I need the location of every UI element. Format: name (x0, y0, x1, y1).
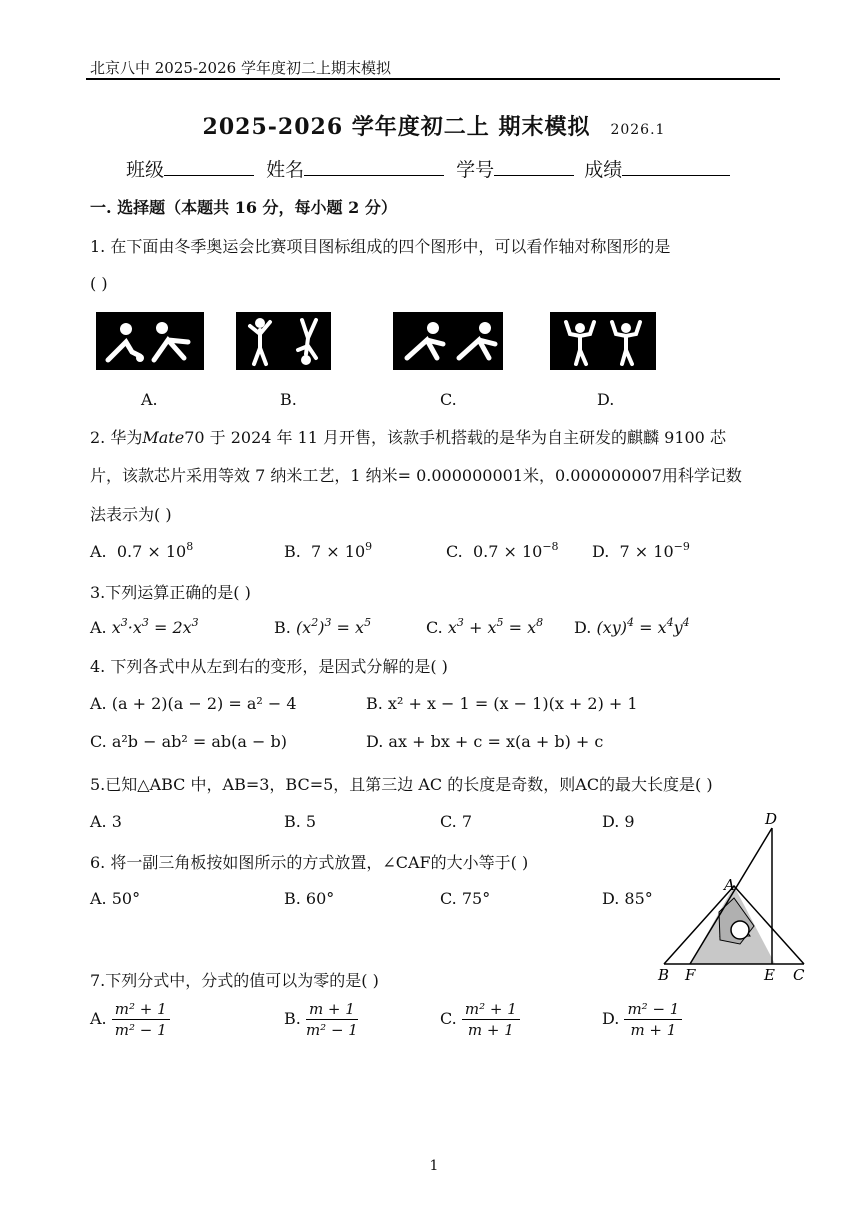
page-title (0, 110, 868, 141)
name-blank[interactable] (304, 157, 444, 176)
q5-option-c[interactable]: C. 7 (440, 812, 473, 831)
q2-a-label: A. (90, 542, 107, 561)
q6-label-f: F (685, 966, 696, 984)
q2-d-label: D. (592, 542, 610, 561)
q4-stem: 4. 下列各式中从左到右的变形，是因式分解的是( ) (90, 657, 448, 676)
score-label: 成绩 (584, 159, 623, 181)
q2-option-a[interactable] (90, 540, 193, 561)
q7-d-den: m + 1 (630, 1021, 677, 1039)
q1-option-b[interactable]: B. (280, 390, 297, 409)
q7-c-den: m + 1 (467, 1021, 514, 1039)
q3-a-label: A. (90, 618, 107, 637)
q2-line3: 法表示为( ) (90, 505, 172, 524)
running-header: 北京八中 2025-2026 学年度初二上期末模拟 (90, 59, 391, 77)
q4-option-a[interactable]: A. (a + 2)(a − 2) = a² − 4 (90, 694, 297, 713)
q6-label-e: E (764, 966, 775, 984)
q5-stem: 5.已知△ABC 中，AB=3，BC=5，且第三边 AC 的长度是奇数，则AC的最大长度是( ) (90, 775, 713, 794)
q2-line2: 片，该款芯片采用等效 7 纳米工艺，1 纳米= 0.000000001米，0.000000007用科学记数 (90, 466, 742, 485)
q3-b-label: B. (274, 618, 291, 637)
q7-b-num: m + 1 (306, 1000, 358, 1020)
q4-option-c[interactable]: C. a²b − ab² = ab(a − b) (90, 732, 288, 751)
q7-option-c[interactable] (440, 1000, 520, 1039)
q1-option-c[interactable]: C. (440, 390, 457, 409)
q6-option-b[interactable]: B. 60° (284, 889, 335, 908)
q1-figure-b (236, 312, 331, 370)
student-info-row (126, 155, 730, 182)
section-heading: 一. 选择题（本题共 16 分，每小题 2 分） (90, 198, 397, 217)
q7-a-num: m² + 1 (112, 1000, 170, 1020)
q5-option-a[interactable]: A. 3 (90, 812, 122, 831)
q2-c-label: C. (446, 542, 463, 561)
q6-option-d[interactable]: D. 85° (602, 889, 653, 908)
q2-d-exp: −9 (673, 540, 690, 553)
class-label: 班级 (126, 159, 165, 181)
q6-triangle-figure (650, 808, 820, 986)
q7-d-label: D. (602, 1009, 620, 1028)
q2-line1 (90, 425, 726, 448)
q2-line1-post: 70 于 2024 年 11 月开售，该款手机搭载的是华为自主研发的麒麟 9100 芯 (184, 428, 726, 447)
q2-line1-pre: 2. 华为 (90, 428, 143, 447)
q7-a-den: m² − 1 (114, 1021, 167, 1039)
q2-a-exp: 8 (186, 540, 194, 553)
q4-option-d[interactable]: D. ax + bx + c = x(a + b) + c (366, 732, 604, 751)
id-label: 学号 (456, 159, 495, 181)
id-blank[interactable] (494, 157, 574, 176)
q1-figure-d (550, 312, 656, 370)
q6-label-a: A (724, 876, 735, 894)
class-blank[interactable] (164, 157, 254, 176)
q2-b-label: B. (284, 542, 301, 561)
title-main: 2025-2026 学年度初二上 期末模拟 (202, 114, 591, 140)
q7-c-label: C. (440, 1009, 457, 1028)
q1-paren: ( ) (90, 274, 108, 293)
score-blank[interactable] (622, 157, 730, 176)
q2-b-base: 7 × 10 (311, 542, 366, 561)
header-rule (86, 78, 780, 80)
q2-option-c[interactable] (446, 540, 559, 561)
q2-option-b[interactable] (284, 540, 372, 561)
page-number: 1 (429, 1158, 439, 1174)
q2-mate: Mate (142, 428, 185, 447)
q6-option-c[interactable]: C. 75° (440, 889, 491, 908)
q1-option-a[interactable]: A. (141, 390, 158, 409)
q3-option-d[interactable]: D. $(xy)^4 = x^4y^4$ (574, 616, 690, 637)
q7-c-num: m² + 1 (462, 1000, 520, 1020)
q2-b-exp: 9 (365, 540, 373, 553)
q3-option-c[interactable]: C. $x^3 + x^5 = x^8$ (426, 616, 544, 637)
q6-label-c: C (793, 966, 805, 984)
q5-option-b[interactable]: B. 5 (284, 812, 317, 831)
q6-label-d: D (765, 810, 778, 828)
q7-stem: 7.下列分式中，分式的值可以为零的是( ) (90, 971, 379, 990)
q3-d-label: D. (574, 618, 592, 637)
q2-d-base: 7 × 10 (619, 542, 674, 561)
q2-a-base: 0.7 × 10 (116, 542, 187, 561)
q1-figure-a (96, 312, 204, 370)
q7-option-b[interactable] (284, 1000, 358, 1039)
title-date: 2026.1 (610, 122, 666, 138)
q3-option-a[interactable]: A. $x^3\cdot x^3 = 2x^3$ (90, 616, 199, 637)
q7-b-label: B. (284, 1009, 301, 1028)
q3-stem: 3.下列运算正确的是( ) (90, 583, 251, 602)
q7-option-a[interactable] (90, 1000, 170, 1039)
q6-stem: 6. 将一副三角板按如图所示的方式放置，∠CAF的大小等于( ) (90, 853, 529, 872)
q2-c-exp: −8 (542, 540, 559, 553)
q6-label-b: B (658, 966, 670, 984)
q5-option-d[interactable]: D. 9 (602, 812, 635, 831)
q7-b-den: m² − 1 (305, 1021, 358, 1039)
q7-a-label: A. (90, 1009, 107, 1028)
q1-figure-c (393, 312, 503, 370)
q4-option-b[interactable]: B. x² + x − 1 = (x − 1)(x + 2) + 1 (366, 694, 638, 713)
q7-option-d[interactable] (602, 1000, 682, 1039)
q1-option-d[interactable]: D. (597, 390, 615, 409)
q3-option-b[interactable]: B. $(x^2)^3 = x^5$ (274, 616, 372, 637)
q3-c-label: C. (426, 618, 443, 637)
q2-c-base: 0.7 × 10 (472, 542, 543, 561)
name-label: 姓名 (266, 159, 305, 181)
q2-option-d[interactable] (592, 540, 690, 561)
q7-d-num: m² − 1 (624, 1000, 682, 1020)
q1-stem: 1. 在下面由冬季奥运会比赛项目图标组成的四个图形中，可以看作轴对称图形的是 (90, 237, 671, 256)
q6-option-a[interactable]: A. 50° (90, 889, 141, 908)
